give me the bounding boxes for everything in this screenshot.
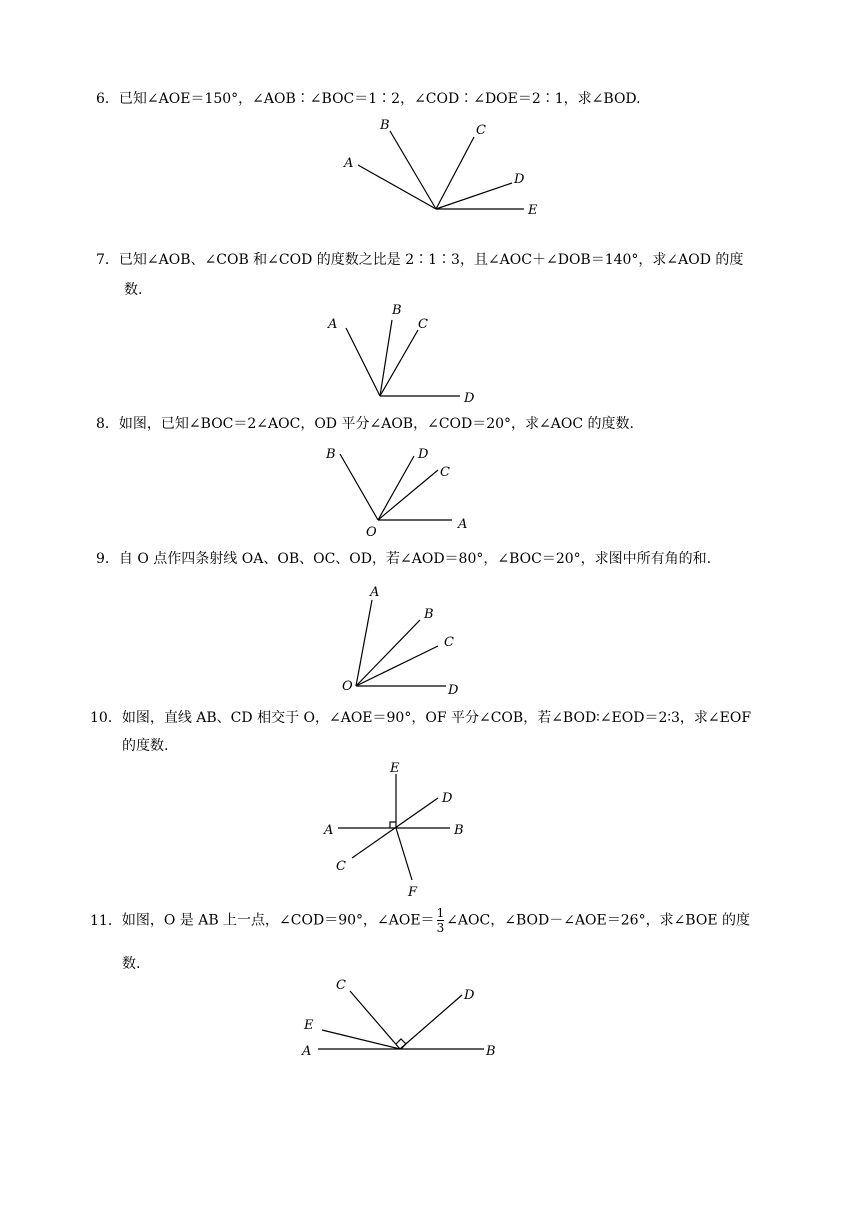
problem-6-statement — [96, 88, 641, 110]
label-b: B — [380, 118, 390, 133]
ray-oe — [322, 1030, 400, 1049]
problem-10-figure — [320, 758, 470, 898]
right-angle-mark — [390, 822, 396, 828]
label-o: O — [342, 679, 353, 694]
label-a: A — [302, 1044, 312, 1059]
label-d: D — [418, 447, 429, 462]
problem-7-statement — [96, 249, 786, 301]
problem-11-statement — [90, 906, 790, 975]
ray-ob — [390, 131, 436, 209]
label-c: C — [418, 317, 428, 332]
ray-od — [378, 456, 414, 520]
ray-oa — [346, 328, 380, 396]
problem-10-text-line2: 的度数. — [122, 738, 169, 754]
label-o: O — [366, 525, 377, 540]
label-e: E — [304, 1018, 314, 1033]
problem-11-text-line2: 数. — [122, 956, 141, 972]
problem-8-figure — [322, 440, 482, 540]
label-c: C — [444, 635, 454, 650]
ray-oc — [356, 646, 438, 686]
fraction-one-third — [437, 906, 445, 935]
label-a: A — [328, 317, 338, 332]
label-d: D — [442, 791, 453, 806]
label-b: B — [424, 607, 434, 622]
label-d: D — [514, 172, 525, 187]
label-a: A — [344, 156, 354, 171]
label-c: C — [440, 465, 450, 480]
fraction-denominator: 3 — [436, 921, 445, 935]
problem-10-number: 10． — [90, 710, 122, 726]
problem-7-text-line1: 已知∠AOB、∠COB 和∠COD 的度数之比是 2∶1∶3，且∠AOC＋∠DOB＝140°，求∠AOD 的度 — [118, 252, 744, 268]
fraction-numerator: 1 — [436, 906, 445, 920]
problem-7-figure — [322, 300, 482, 405]
problem-11-text-before-fraction: 如图，O 是 AB 上一点，∠COD＝90°，∠AOE＝ — [121, 912, 435, 929]
label-e: E — [390, 761, 400, 776]
label-d: D — [464, 391, 475, 406]
problem-11-number: 11． — [90, 912, 122, 929]
label-b: B — [326, 447, 336, 462]
label-d: D — [464, 988, 475, 1003]
ray-of — [396, 828, 412, 880]
ray-oc — [350, 991, 400, 1049]
problem-6-number: 6． — [96, 91, 119, 107]
problem-9-statement — [96, 548, 711, 570]
problem-6-figure — [340, 115, 540, 225]
problem-8-statement — [96, 413, 634, 435]
label-e: E — [528, 203, 538, 218]
label-a: A — [458, 517, 468, 532]
label-f: F — [408, 885, 418, 900]
problem-7-number: 7． — [96, 252, 119, 268]
label-b: B — [392, 303, 402, 318]
problem-6-text: 已知∠AOE＝150°，∠AOB∶∠BOC＝1∶2，∠COD∶∠DOE＝2∶1，求∠BOD. — [118, 91, 641, 107]
label-c: C — [476, 123, 486, 138]
label-a: A — [370, 585, 380, 600]
ray-od — [400, 995, 462, 1049]
problem-8-text: 如图，已知∠BOC＝2∠AOC，OD 平分∠AOB，∠COD＝20°，求∠AOC 的度数. — [118, 416, 634, 432]
ray-oa — [356, 600, 372, 686]
label-d: D — [448, 683, 459, 698]
problem-10-text-line1: 如图，直线 AB、CD 相交于 O，∠AOE＝90°，OF 平分∠COB，若∠BOD∶∠EOD＝2∶3，求∠EOF — [121, 710, 752, 726]
problem-8-number: 8． — [96, 416, 119, 432]
problem-9-text: 自 O 点作四条射线 OA、OB、OC、OD，若∠AOD＝80°，∠BOC＝20°，求图中所有角的和. — [118, 551, 712, 567]
ray-ob — [356, 620, 420, 686]
label-b: B — [454, 823, 464, 838]
problem-9-figure — [338, 582, 478, 702]
ray-ob — [340, 454, 378, 520]
problem-11-figure — [300, 975, 510, 1070]
problem-9-number: 9． — [96, 551, 119, 567]
label-c: C — [336, 859, 346, 874]
label-a: A — [324, 823, 334, 838]
problem-10-statement — [90, 707, 790, 757]
ray-oa — [358, 165, 436, 209]
label-b: B — [486, 1044, 496, 1059]
problem-11-text-after-fraction: ∠AOC，∠BOD－∠AOE＝26°，求∠BOE 的度 — [446, 912, 750, 929]
problem-7-text-line2: 数. — [124, 282, 143, 298]
label-c: C — [336, 978, 346, 993]
ray-oc — [378, 470, 438, 520]
